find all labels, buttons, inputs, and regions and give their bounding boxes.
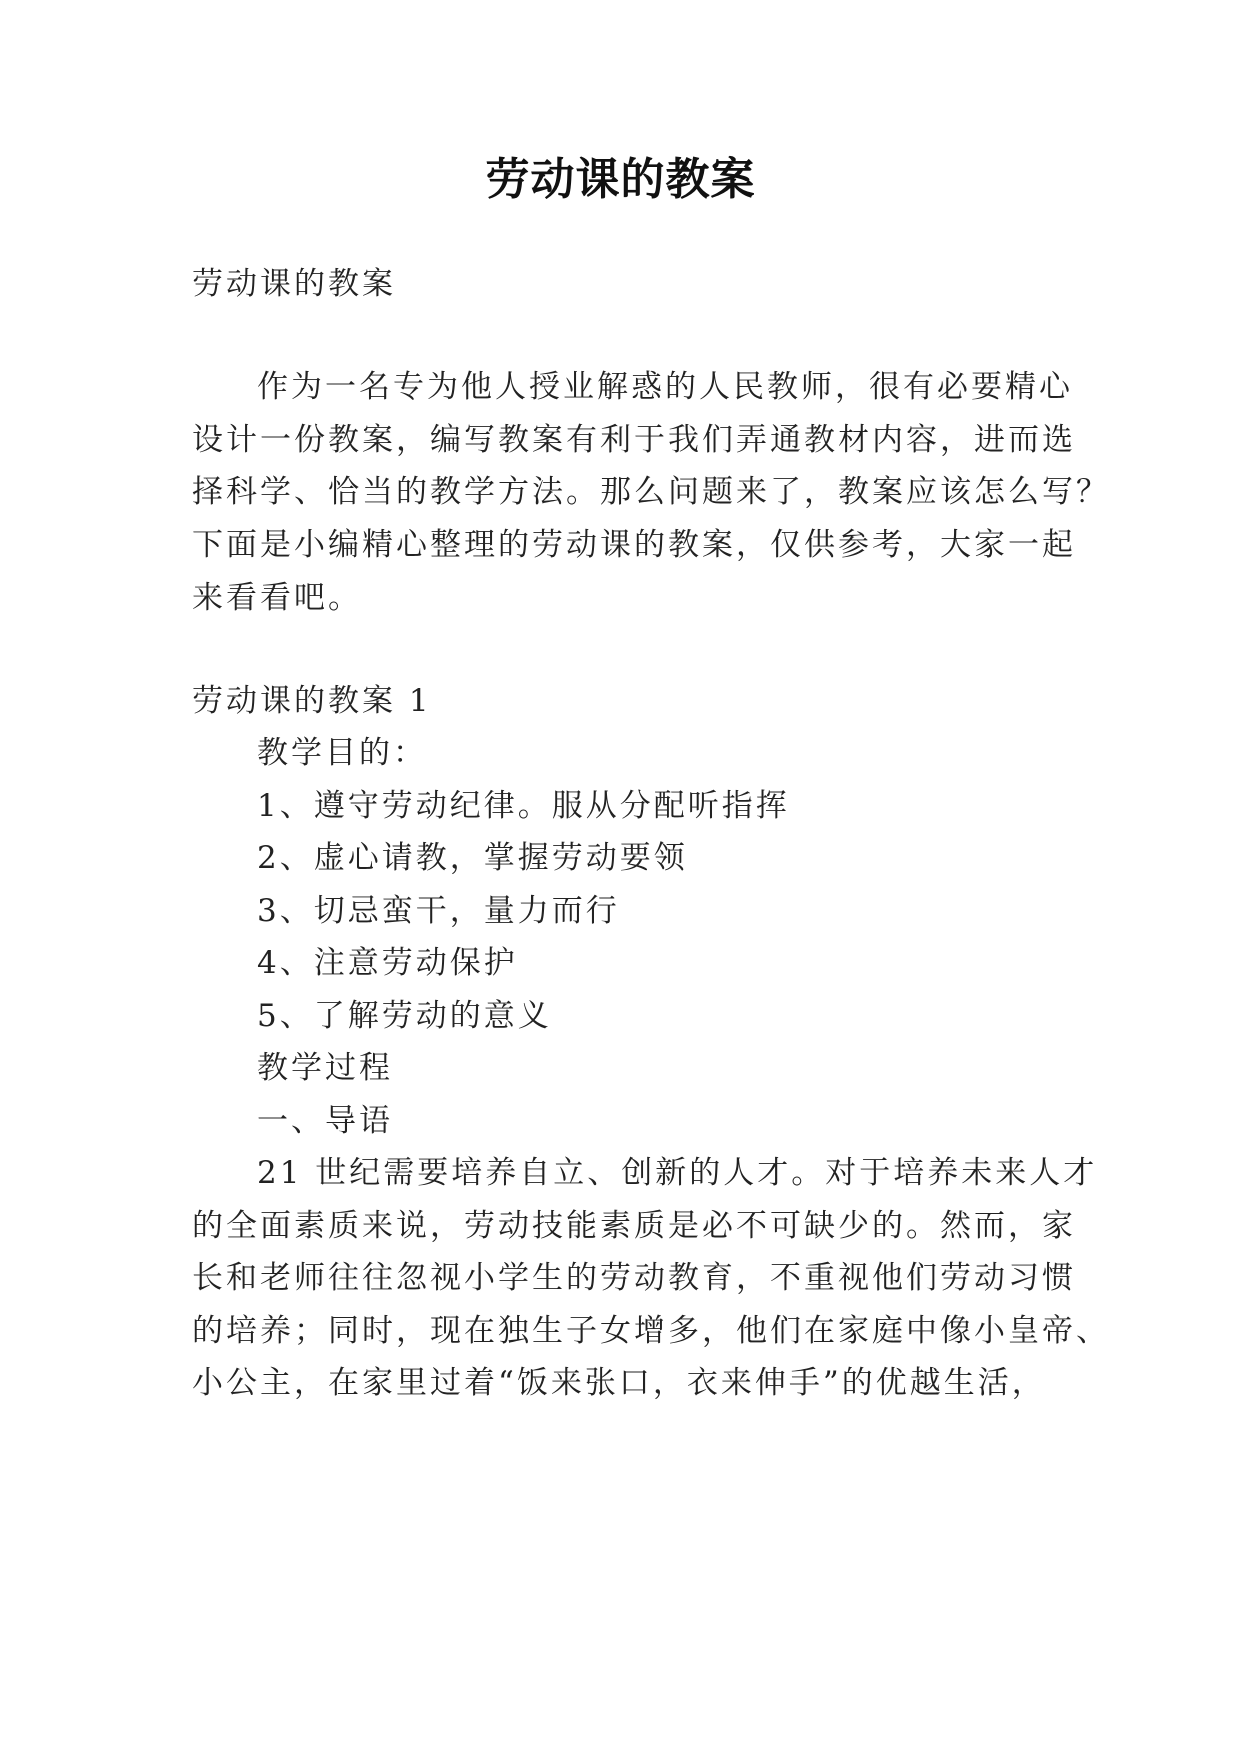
intro-line-2: 设计一份教案，编写教案有利于我们弄通教材内容，进而选	[192, 422, 1076, 458]
objective-item-1: 1、遵守劳动纪律。服从分配听指挥	[257, 788, 790, 824]
body-line-3: 长和老师往往忽视小学生的劳动教育，不重视他们劳动习惯	[192, 1260, 1076, 1296]
intro-line-3: 择科学、恰当的教学方法。那么问题来了，教案应该怎么写？	[192, 474, 1110, 510]
section-heading: 劳动课的教案 1	[192, 683, 432, 719]
objective-item-3: 3、切忌蛮干，量力而行	[257, 893, 620, 929]
objective-item-4: 4、注意劳动保护	[257, 945, 518, 981]
intro-line-1: 作为一名专为他人授业解惑的人民教师，很有必要精心	[257, 369, 1073, 405]
body-line-5: 小公主，在家里过着“饭来张口，衣来伸手”的优越生活，	[192, 1365, 1046, 1401]
process-heading: 教学过程	[257, 1050, 393, 1086]
intro-line-5: 来看看吧。	[192, 580, 362, 616]
objective-item-2: 2、虚心请教，掌握劳动要领	[257, 840, 688, 876]
body-line-2: 的全面素质来说，劳动技能素质是必不可缺少的。然而，家	[192, 1208, 1076, 1244]
objective-item-5: 5、了解劳动的意义	[257, 998, 552, 1034]
document-subtitle: 劳动课的教案	[192, 266, 396, 302]
objectives-heading: 教学目的：	[257, 735, 427, 771]
body-line-1: 21 世纪需要培养自立、创新的人才。对于培养未来人才	[257, 1155, 1098, 1191]
intro-line-4: 下面是小编精心整理的劳动课的教案，仅供参考，大家一起	[192, 527, 1076, 563]
body-line-4: 的培养；同时，现在独生子女增多，他们在家庭中像小皇帝、	[192, 1313, 1110, 1349]
step-heading: 一、导语	[257, 1103, 393, 1139]
document-title: 劳动课的教案	[485, 154, 756, 205]
